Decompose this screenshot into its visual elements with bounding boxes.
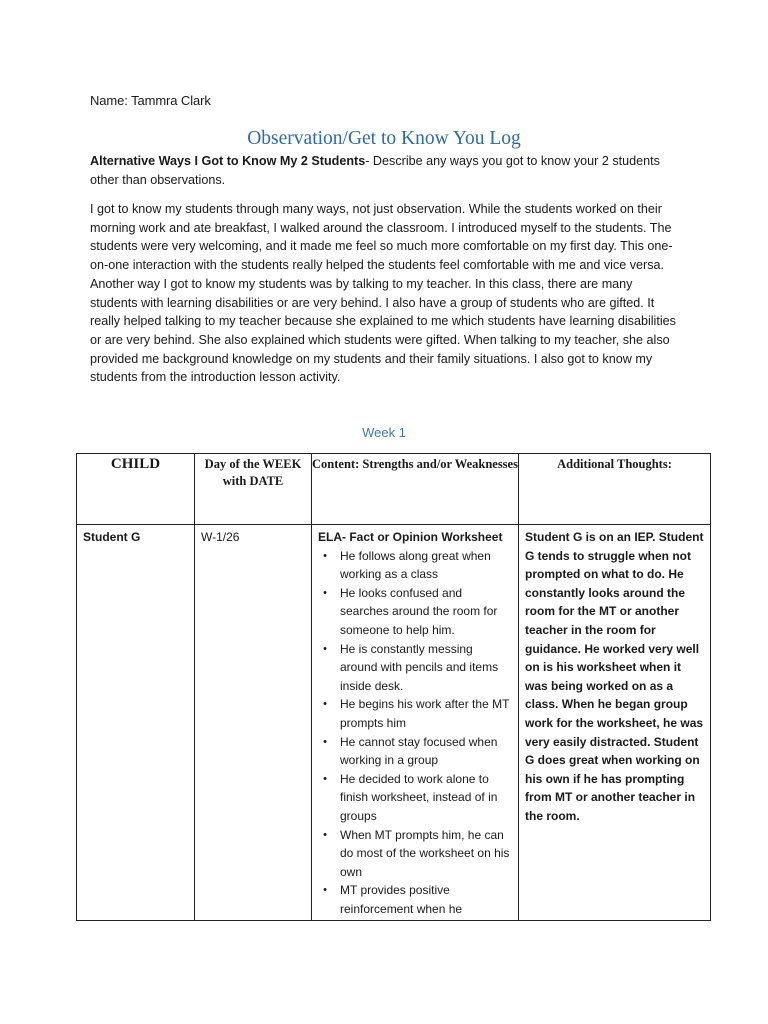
bullet-icon: • [323,828,327,841]
cell-content [312,525,519,921]
bullet-icon: • [323,549,327,562]
table-header-row [77,454,711,525]
list-item-text: He begins his work after the MT prompts him [340,697,510,730]
header-thoughts: Additional Thoughts: [519,454,711,525]
list-item-text: He cannot stay focused when working in a group [340,734,498,768]
cell-thoughts: Student G is on an IEP. Student G tends to struggle when not prompted on what to do. He constantly looks around the room for the MT or another teacher in the room for guidance. He worked very well on is his worksheet when it was being worked on as a class. When he began group work for the worksheet, he was very easily distracted. Student G does great when working on his own if he has prompting from MT or another teacher in the room. [519,525,711,921]
list-item [323,881,512,918]
list-item-text: MT provides positive reinforcement when he [340,883,463,916]
list-item [323,695,512,732]
intro-rest: - Describe any ways you got to know your 2 students other than observations. [90,154,660,187]
list-item [323,826,512,882]
list-item-text: He is constantly messing around with pencils and items inside desk. [340,641,499,693]
cell-day: W-1/26 [195,525,312,921]
bullet-icon: • [323,642,327,655]
document-title: Observation/Get to Know You Log [247,128,521,149]
table-row [77,525,711,921]
list-item [323,547,512,584]
list-item [323,770,512,826]
body-paragraph: I got to know my students through many ways, not just observation. While the students worked on their morning work and ate breakfast, I walked around the classroom. I introduced myself to the students. The students were very welcoming, and it made me feel so much more comfortable on my first day. This one-on-one interaction with the students really helped the students feel comfortable with me and vice versa. Another way I got to know my students was by talking to my teacher. In this class, there are many students with learning disabilities or are very behind. I also have a group of students who are gifted. It really helped talking to my teacher because she explained to me which students have learning disabilities or are very behind. She also explained which students were gifted. When talking to my teacher, she also provided me background knowledge on my students and their family situations. I also got to know my students from the introduction lesson activity. [90,202,676,385]
header-day: Day of the WEEK with DATE [195,454,312,525]
list-item [323,584,512,640]
list-item-text: When MT prompts him, he can do most of the worksheet on his own [340,827,510,879]
intro-bold-lead: Alternative Ways I Got to Know My 2 Students [90,154,366,168]
list-item-text: He looks confused and searches around the room for someone to help him. [340,585,498,637]
header-child: CHILD [77,454,195,525]
list-item [323,640,512,696]
bullet-icon: • [323,772,327,785]
student-name-line: Name: Tammra Clark [90,93,211,108]
bullet-icon: • [323,586,327,599]
list-item-text: He decided to work alone to finish worksheet, instead of in groups [340,771,498,823]
bullet-icon: • [323,698,327,711]
bullet-icon: • [323,735,327,748]
intro-prompt [90,152,680,190]
content-bullet-list [318,547,512,919]
bullet-icon: • [323,884,327,897]
list-item-text: He follows along great when working as a class [340,548,491,582]
header-content: Content: Strengths and/or Weaknesses [312,454,519,525]
content-heading: ELA- Fact or Opinion Worksheet [318,530,503,544]
observation-table [76,453,711,921]
week-label: Week 1 [362,425,406,440]
list-item [323,733,512,770]
cell-child: Student G [77,525,195,921]
